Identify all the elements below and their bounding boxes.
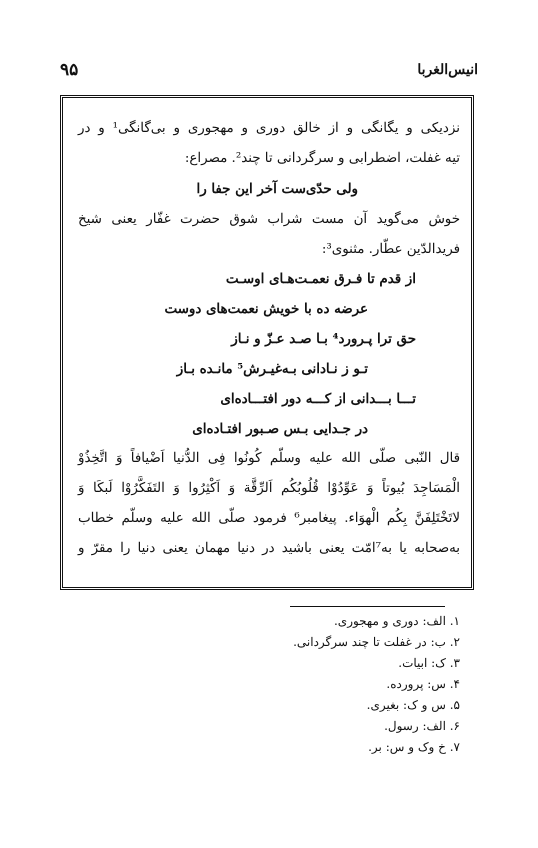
footnote: ۵. س و ک: بغیری. <box>366 698 460 712</box>
verse-hemistich: از قدم تا فـرق نعمـت‌هـای اوسـت <box>225 271 416 287</box>
page-number: ۹۵ <box>60 60 79 80</box>
verse-hemistich: تـو ز نـادانی بـه‌غیـرش⁵ مانـده بـاز <box>176 361 368 377</box>
footnote: ۳. ک: ابیات. <box>398 656 460 670</box>
prose-line: الْمَسَاجِدَ بُیوتاً وَ عَوِّدُوْا قُلُوبُکُم اَلرِّقَّة وَ اَکْثِرُوا وَ التَفَکَّرُوْا لَبکَا وَ <box>78 481 460 496</box>
verse-hemistich: حق ترا پـرورد⁴ بـا صـد عـزّ و نـاز <box>231 331 416 347</box>
page-header <box>60 60 478 84</box>
verse-hemistich: ولی حدّی‌ست آخر این جفا را <box>196 181 358 197</box>
prose-line: قال النّبی صلّی الله علیه وسلّم کُونُوا فِی الدُّنیا اَضْیافاً وَ اتَّخِذُوْ <box>78 451 460 466</box>
footnote: ۲. ب: در غفلت تا چند سرگردانی. <box>293 635 460 649</box>
verse-hemistich: عرضه ده با خویش نعمت‌های دوست <box>164 301 368 317</box>
prose-line: لاتَخْتَلِفَنَّ بِکُم الْهوَاء. پیغامبر⁶ فرمود صلّی الله علیه وسلّم خطاب <box>78 511 460 526</box>
footnote: ۷. خ وک و س: بر. <box>368 740 460 754</box>
verse-hemistich: تـــا بـــدانی از کـــه دور افتـــاده‌ای <box>220 391 416 407</box>
footnote-separator <box>290 606 445 607</box>
footnote: ۴. س: پرورده. <box>386 677 460 691</box>
footnote: ۱. الف: دوری و مهجوری. <box>333 614 460 628</box>
prose-line: فریدالدّین عطّار. مثنوی³: <box>321 242 460 257</box>
prose-line: نزدیکی و یگانگی و از خالق دوری و مهجوری و بی‌گانگی¹ و در <box>78 121 460 136</box>
prose-line: به‌صحابه یا به⁷امّت یعنی باشید در دنیا مهمان یعنی دنیا را مقرّ و <box>78 541 460 556</box>
verse-hemistich: در جـدایی بـس صـبور افتـاده‌ای <box>192 421 368 437</box>
footnote: ۶. الف: رسول. <box>384 719 460 733</box>
book-title: انیس‌الغربا <box>417 62 478 78</box>
prose-line: خوش می‌گوید آن مست شراب شوق حضرت غفّار یعنی شیخ <box>78 212 460 227</box>
prose-line: تیه غفلت، اضطرابی و سرگردانی تا چند². مصراع: <box>184 151 460 166</box>
